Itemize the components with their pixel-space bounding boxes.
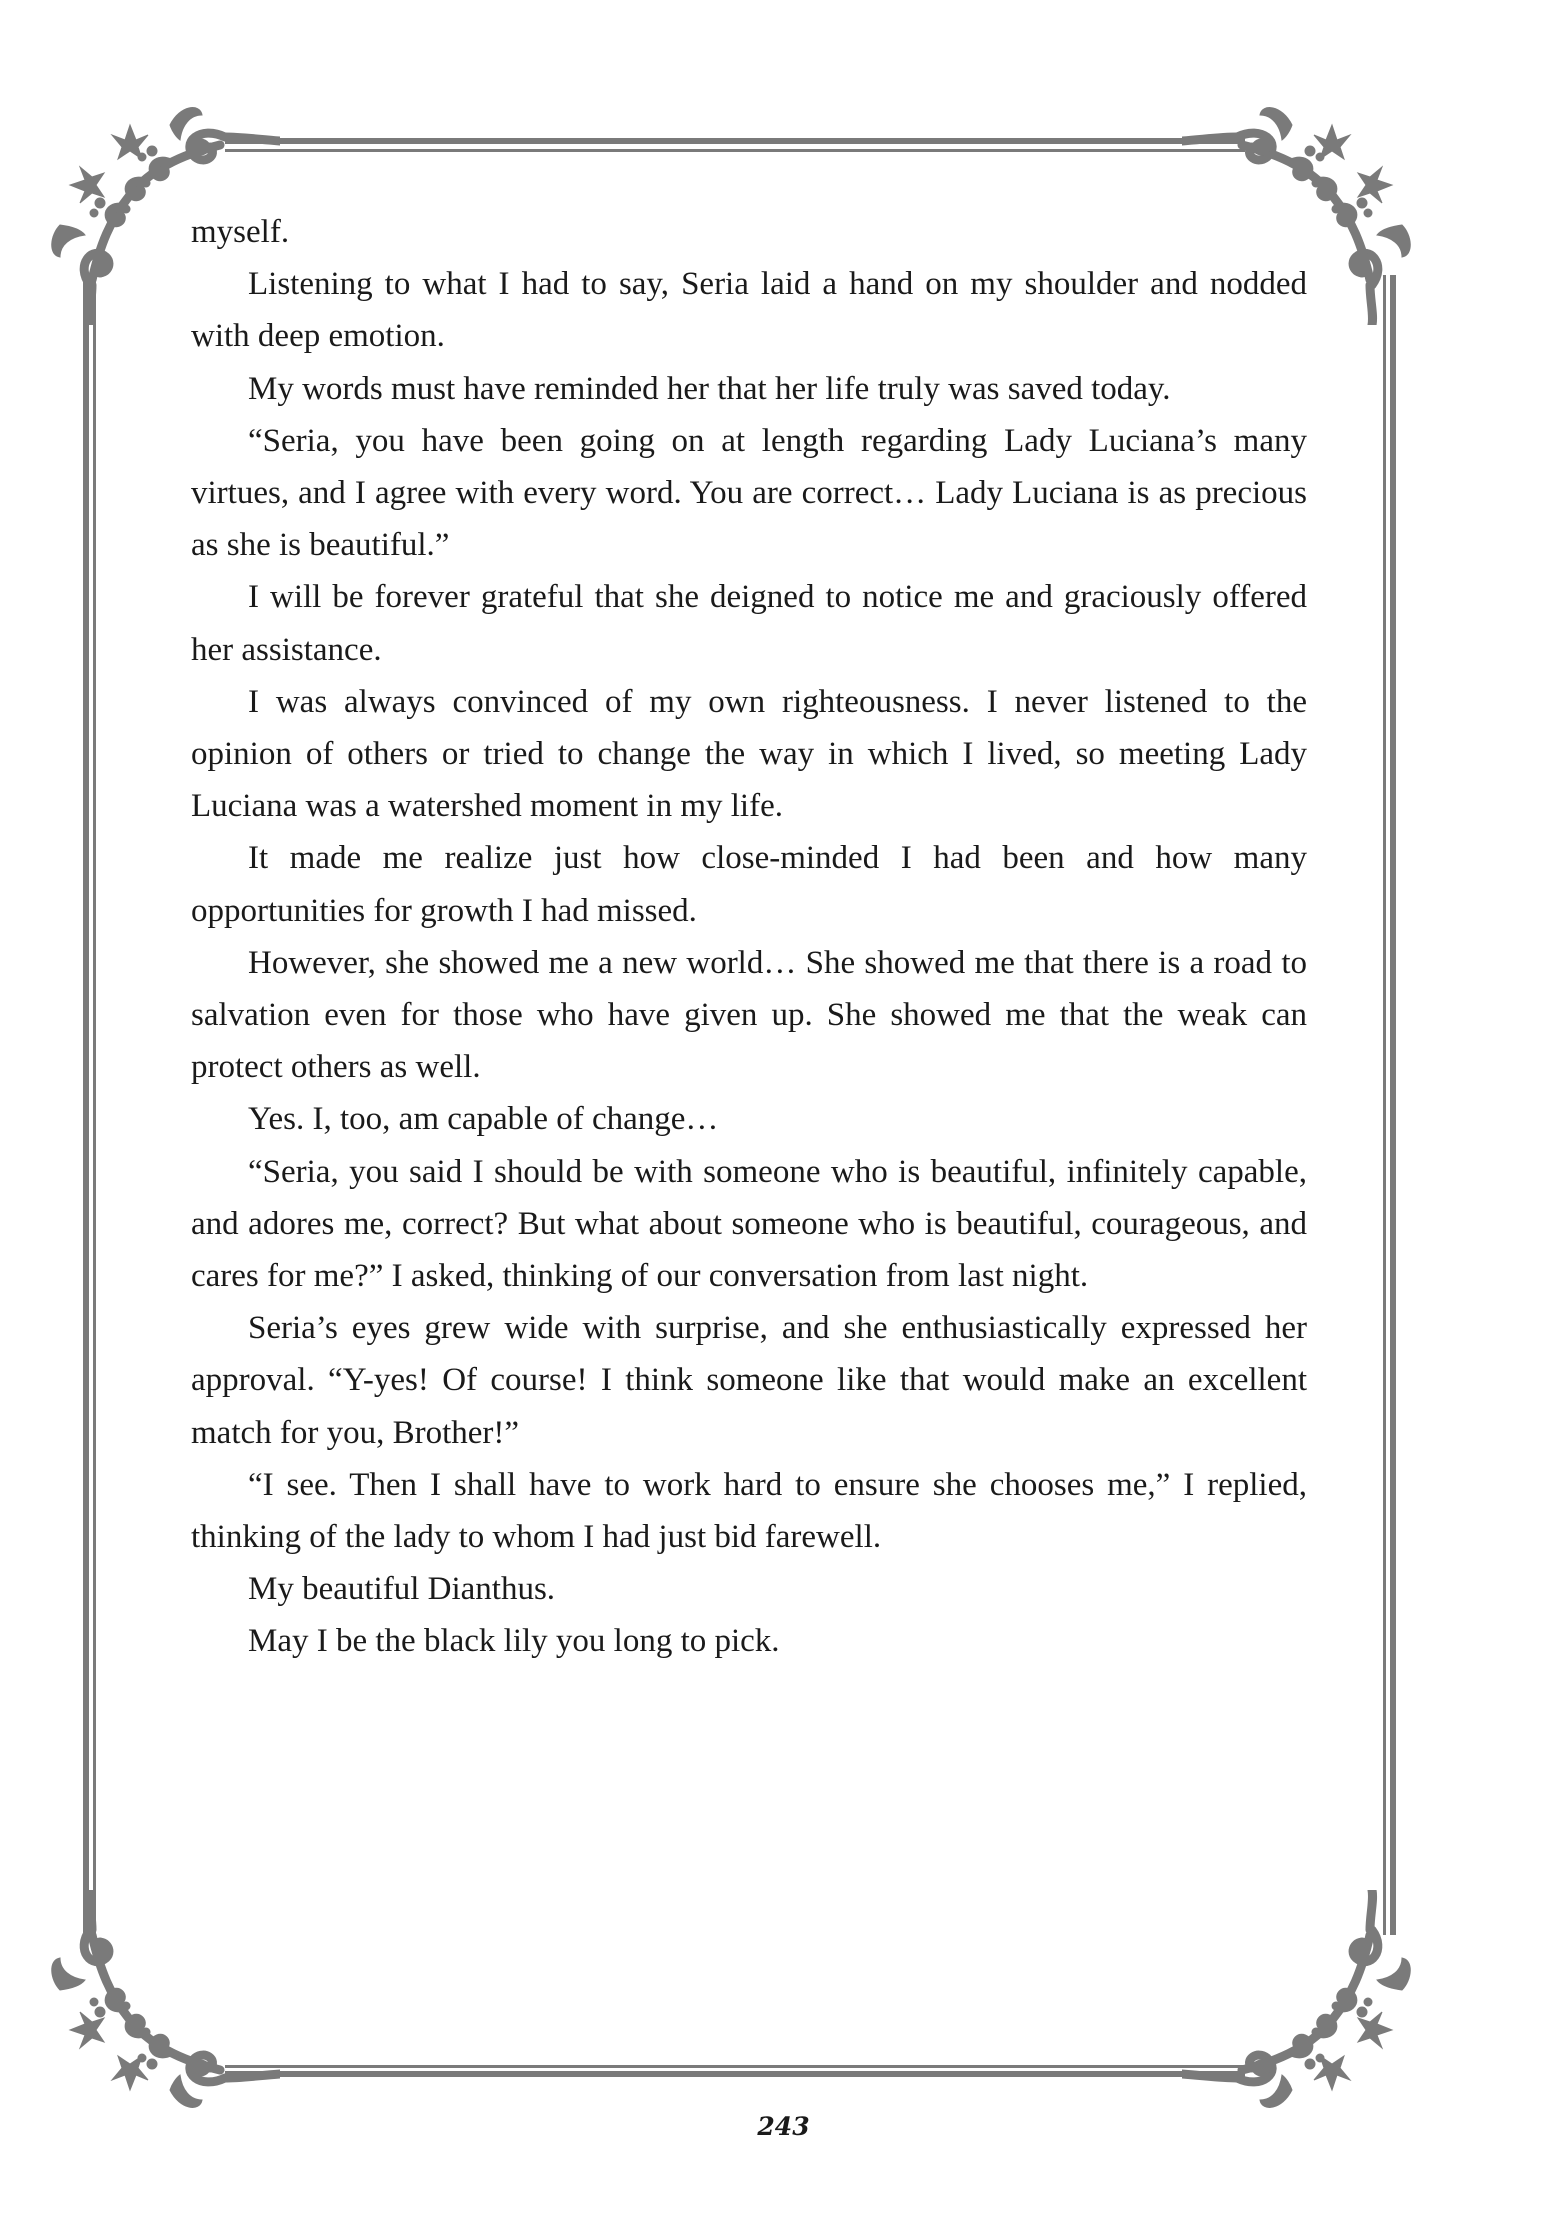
frame-bottom-thin-line [225, 2065, 1245, 2068]
paragraph: My words must have reminded her that her life truly was saved today. [248, 370, 1171, 407]
page-number: 243 [757, 2112, 810, 2141]
body-text [191, 206, 1307, 1668]
paragraph: I was always convinced of my own righteousness. I never listened to the opinion of others or tried to change the way in which I lived, so meeting Lady Luciana was a watershed moment in my life. [191, 683, 1307, 825]
paragraph: It made me realize just how close-minded I had been and how many opportunities for growth I had missed. [191, 840, 1307, 929]
frame-right-thin-line [1383, 275, 1386, 1935]
frame-left-thick-line [83, 275, 89, 1935]
paragraph: Seria’s eyes grew wide with surprise, and she enthusiastically expressed her approval. “Y-yes! Of course! I think someone like that would make an excellent match for you, Brother!” [191, 1310, 1307, 1451]
frame-top-thick-line [225, 138, 1245, 144]
frame-top-thin-line [225, 149, 1245, 152]
paragraph: myself. [191, 214, 290, 250]
frame-right-thick-line [1390, 275, 1396, 1935]
paragraph: My beautiful Dianthus. [248, 1571, 556, 1608]
paragraph: Yes. I, too, am capable of change… [248, 1101, 719, 1138]
frame-bottom-thick-line [225, 2071, 1245, 2077]
paragraph: “I see. Then I shall have to work hard to ensure she chooses me,” I replied, thinking of the lady to whom I had just bid farewell. [191, 1466, 1307, 1556]
frame-left-thin-line [93, 275, 96, 1935]
paragraph: “Seria, you said I should be with someone who is beautiful, infinitely capable, and adores me, correct? But what about someone who is beautiful, courageous, and cares for me?” I asked, thinking of our conversation from last night. [191, 1153, 1307, 1295]
corner-ornament-bottom-left-icon [30, 1890, 280, 2130]
paragraph: However, she showed me a new world… She showed me that there is a road to salvation even for those who have given up. She showed me that the weak can protect others as well. [191, 944, 1307, 1086]
paragraph: “Seria, you have been going on at length regarding Lady Luciana’s many virtues, and I agree with every word. You are correct… Lady Luciana is as precious as she is beautiful.” [191, 422, 1307, 564]
paragraph: May I be the black lily you long to pick. [248, 1623, 780, 1660]
corner-ornament-bottom-right-icon [1182, 1890, 1432, 2130]
paragraph: I will be forever grateful that she deigned to notice me and graciously offered her assistance. [191, 579, 1307, 668]
paragraph: Listening to what I had to say, Seria laid a hand on my shoulder and nodded with deep emotion. [191, 266, 1307, 355]
